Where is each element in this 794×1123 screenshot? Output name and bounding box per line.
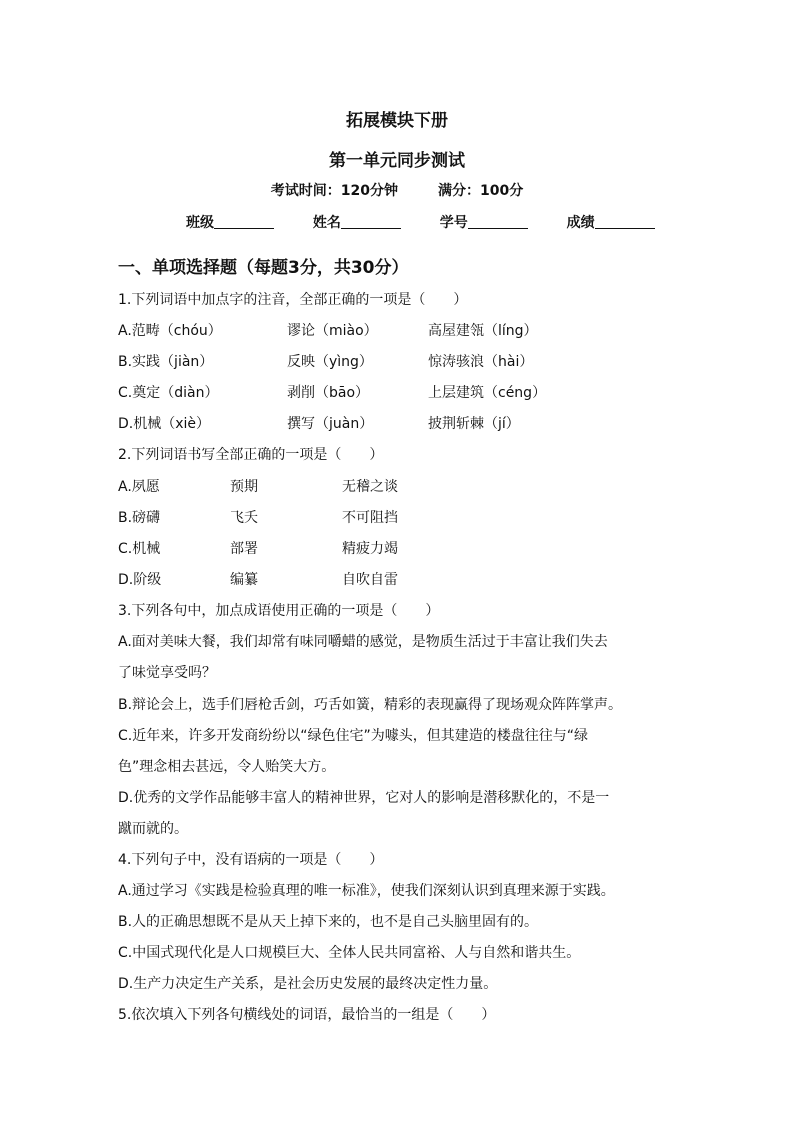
- student-info-row: [186, 212, 689, 232]
- question-2-option-d[interactable]: D.阶级 编纂 自吹自雷: [118, 572, 398, 588]
- question-3-option-a-cont: 了味觉享受吗？: [118, 665, 216, 681]
- question-3-option-d-cont: 蹴而就的。: [118, 821, 188, 837]
- score-field[interactable]: 成绩: [567, 212, 655, 232]
- document-subtitle: 第一单元同步测试: [329, 151, 465, 171]
- question-1-stem: 1.下列词语中加点字的注音，全部正确的一项是（ ）: [118, 292, 468, 308]
- question-4-stem: 4.下列句子中，没有语病的一项是（ ）: [118, 852, 384, 868]
- exam-time: 考试时间：120分钟: [270, 183, 398, 199]
- question-3-option-d[interactable]: D.优秀的文学作品能够丰富人的精神世界，它对人的影响是潜移默化的，不是一: [118, 790, 610, 806]
- question-3-option-c-cont: 色”理念相去甚远，令人贻笑大方。: [118, 759, 336, 775]
- question-3-option-a[interactable]: A.面对美味大餐，我们却常有味同嚼蜡的感觉，是物质生活过于丰富让我们失去: [118, 634, 608, 650]
- exam-meta: [0, 180, 794, 200]
- question-2-stem: 2.下列词语书写全部正确的一项是（ ）: [118, 447, 384, 463]
- section-heading: 一、单项选择题（每题3分，共30分）: [118, 258, 409, 278]
- question-1-option-c[interactable]: C.奠定（diàn） 剥削（bāo） 上层建筑（céng）: [118, 385, 547, 401]
- full-score: 满分：100分: [438, 183, 524, 199]
- student-id-field[interactable]: 学号: [440, 212, 528, 232]
- question-2-option-c[interactable]: C.机械 部署 精疲力竭: [118, 541, 398, 557]
- question-1-option-d[interactable]: D.机械（xiè） 撰写（juàn） 披荆斩棘（jí）: [118, 416, 520, 432]
- question-2-option-b[interactable]: B.磅礴 飞夭 不可阻挡: [118, 510, 398, 526]
- question-3-stem: 3.下列各句中，加点成语使用正确的一项是（ ）: [118, 603, 440, 619]
- question-4-option-d[interactable]: D.生产力决定生产关系，是社会历史发展的最终决定性力量。: [118, 976, 498, 992]
- document-title: 拓展模块下册: [346, 111, 448, 131]
- question-3-option-b[interactable]: B.辩论会上，选手们唇枪舌剑，巧舌如簧，精彩的表现赢得了现场观众阵阵掌声。: [118, 697, 623, 713]
- name-field[interactable]: 姓名: [313, 212, 401, 232]
- question-2-option-a[interactable]: A.夙愿 预期 无稽之谈: [118, 479, 398, 495]
- question-4-option-a[interactable]: A.通过学习《实践是检验真理的唯一标准》，使我们深刻认识到真理来源于实践。: [118, 883, 615, 899]
- question-4-option-c[interactable]: C.中国式现代化是人口规模巨大、全体人民共同富裕、人与自然和谐共生。: [118, 945, 581, 961]
- question-3-option-c[interactable]: C.近年来，许多开发商纷纷以“绿色住宅”为噱头，但其建造的楼盘往往与“绿: [118, 728, 588, 744]
- question-1-option-b[interactable]: B.实践（jiàn） 反映（yìng） 惊涛骇浪（hài）: [118, 354, 534, 370]
- class-field[interactable]: 班级: [186, 212, 274, 232]
- question-1-option-a[interactable]: A.范畴（chóu） 谬论（miào） 高屋建瓴（líng）: [118, 323, 538, 339]
- question-5-stem: 5.依次填入下列各句横线处的词语，最恰当的一组是（ ）: [118, 1007, 496, 1023]
- question-4-option-b[interactable]: B.人的正确思想既不是从天上掉下来的，也不是自己头脑里固有的。: [118, 914, 539, 930]
